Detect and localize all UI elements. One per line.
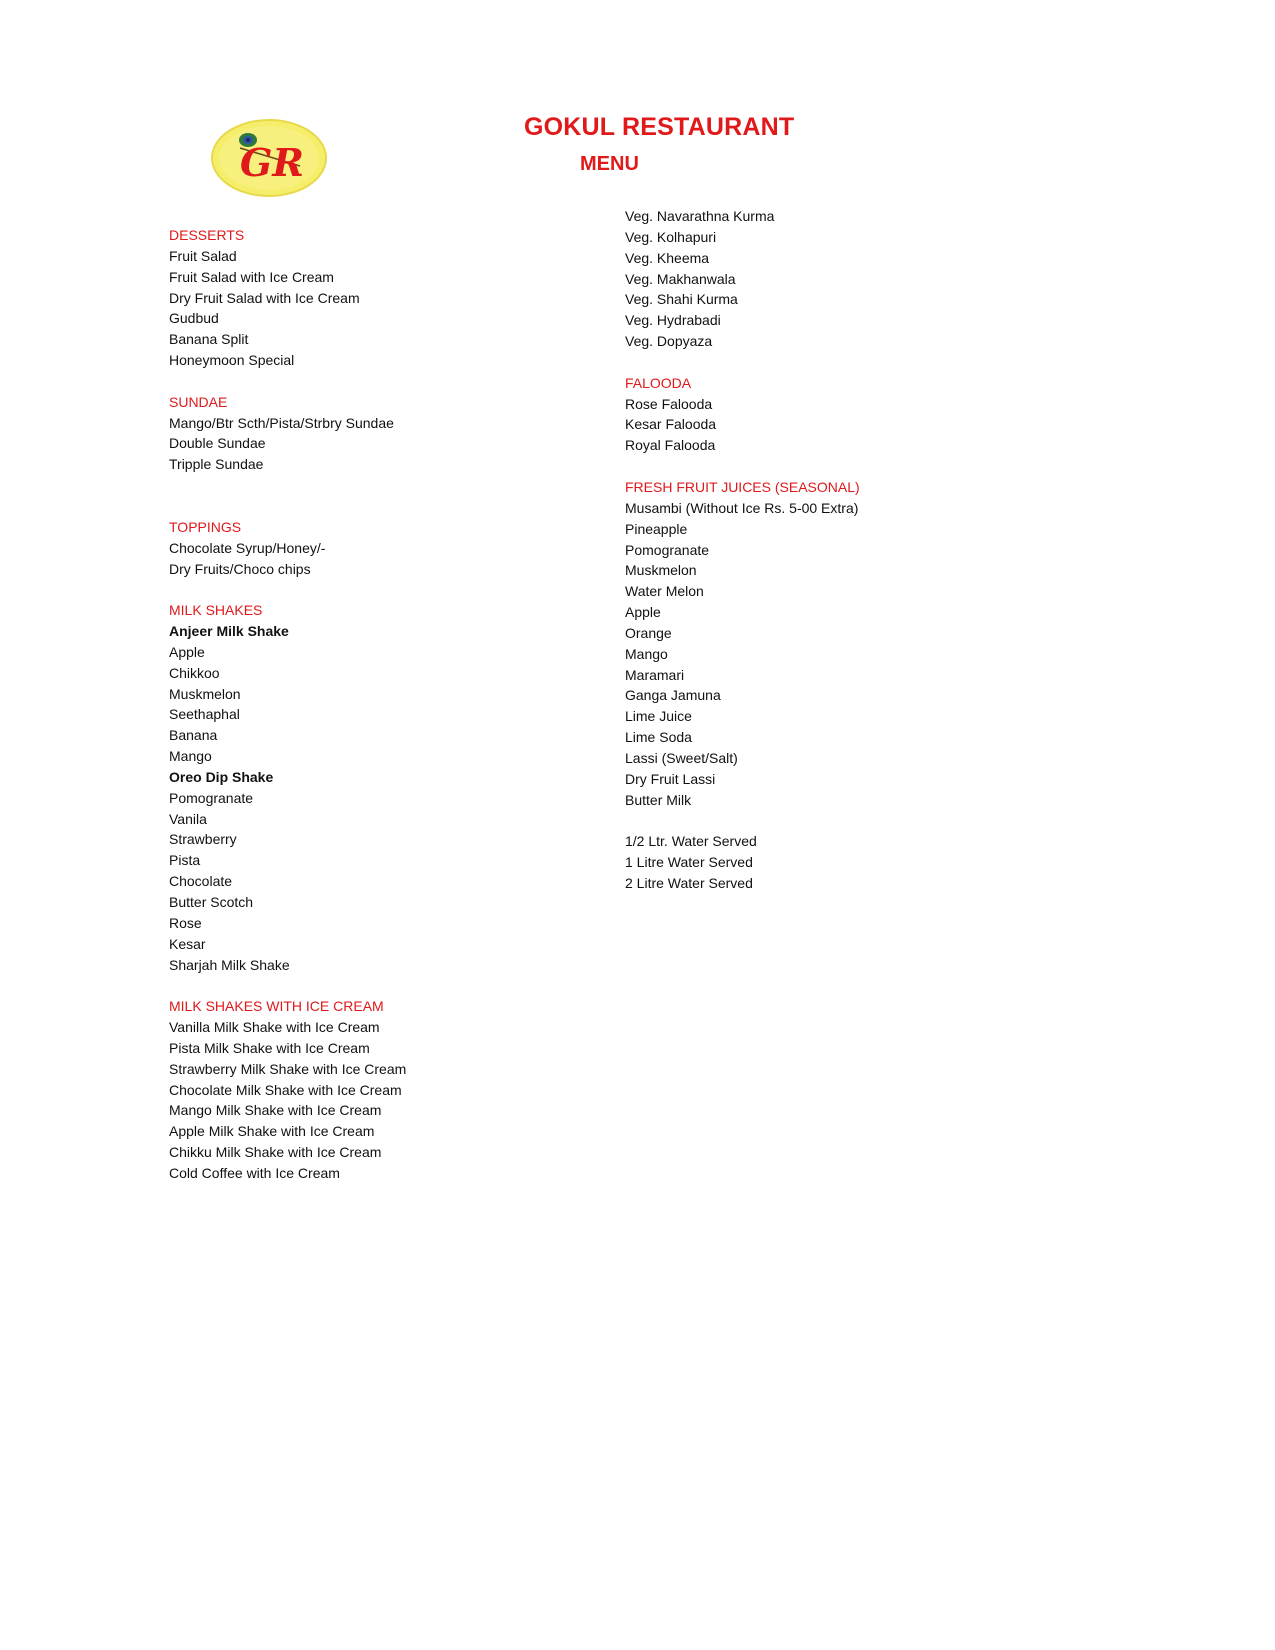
menu-item: Dry Fruits/Choco chips bbox=[169, 560, 311, 577]
spacer bbox=[169, 975, 406, 996]
menu-item: Chikku Milk Shake with Ice Cream bbox=[169, 1144, 382, 1161]
menu-item: Strawberry Milk Shake with Ice Cream bbox=[169, 1060, 407, 1077]
menu-item: Orange bbox=[625, 624, 672, 641]
menu-item: 1/2 Ltr. Water Served bbox=[625, 833, 757, 850]
menu-item: Ganga Jamuna bbox=[625, 687, 721, 704]
menu-item: Lassi (Sweet/Salt) bbox=[625, 749, 738, 766]
menu-item: Pista Milk Shake with Ice Cream bbox=[169, 1039, 370, 1056]
logo-monogram: GR bbox=[239, 140, 305, 185]
spacer bbox=[625, 456, 860, 477]
menu-item: Lime Juice bbox=[625, 708, 692, 725]
menu-item: Water Melon bbox=[625, 583, 704, 600]
spacer bbox=[169, 579, 406, 600]
section-heading: DESSERTS bbox=[169, 227, 245, 243]
menu-item: Seethaphal bbox=[169, 706, 240, 723]
menu-item: Mango/Btr Scth/Pista/Strbry Sundae bbox=[169, 414, 394, 431]
menu-item: Butter Scotch bbox=[169, 894, 254, 910]
menu-item: Sharjah Milk Shake bbox=[169, 956, 290, 973]
menu-item: Veg. Dopyaza bbox=[625, 333, 713, 350]
spacer bbox=[169, 371, 406, 392]
menu-item: Dry Fruit Salad with Ice Cream bbox=[169, 289, 360, 306]
menu-item: Veg. Makhanwala bbox=[625, 270, 736, 287]
menu-item: Veg. Shahi Kurma bbox=[625, 291, 738, 308]
menu-item: Muskmelon bbox=[169, 685, 241, 702]
menu-item: Fruit Salad bbox=[169, 247, 237, 264]
menu-item: Veg. Kheema bbox=[625, 249, 710, 266]
menu-item: Rose bbox=[169, 914, 202, 931]
section-heading: FRESH FRUIT JUICES (SEASONAL) bbox=[625, 478, 860, 495]
menu-item: Oreo Dip Shake bbox=[169, 768, 274, 785]
menu-item: Gudbud bbox=[169, 310, 219, 327]
menu-item: Maramari bbox=[625, 666, 685, 683]
menu-item: Chocolate Syrup/Honey/- bbox=[169, 539, 326, 556]
menu-item: Butter Milk bbox=[625, 791, 692, 808]
spacer bbox=[169, 496, 406, 517]
menu-item: Pomogranate bbox=[169, 789, 254, 806]
section-heading: MILK SHAKES WITH ICE CREAM bbox=[169, 998, 384, 1015]
section-heading: MILK SHAKES bbox=[169, 602, 263, 619]
menu-item: Cold Coffee with Ice Cream bbox=[169, 1164, 340, 1181]
menu-item: Muskmelon bbox=[625, 562, 697, 579]
menu-item: Strawberry bbox=[169, 831, 237, 848]
menu-item: Anjeer Milk Shake bbox=[169, 623, 289, 640]
menu-item: Fruit Salad with Ice Cream bbox=[169, 268, 334, 285]
menu-item: Apple Milk Shake with Ice Cream bbox=[169, 1123, 375, 1140]
menu-item: Mango bbox=[169, 748, 212, 765]
section-heading: FALOODA bbox=[625, 374, 692, 391]
menu-item: Royal Falooda bbox=[625, 437, 716, 454]
menu-item: Kesar bbox=[169, 935, 206, 952]
menu-item: Musambi (Without Ice Rs. 5-00 Extra) bbox=[625, 499, 859, 516]
menu-column-left bbox=[169, 225, 406, 1184]
menu-item: Banana bbox=[169, 727, 218, 744]
menu-item: Pista bbox=[169, 852, 201, 869]
menu-column-right bbox=[625, 206, 860, 894]
menu-subtitle: MENU bbox=[580, 153, 639, 175]
menu-item: Mango Milk Shake with Ice Cream bbox=[169, 1102, 382, 1119]
spacer bbox=[169, 475, 406, 496]
menu-item: Kesar Falooda bbox=[625, 416, 717, 433]
restaurant-title: GOKUL RESTAURANT bbox=[524, 113, 795, 141]
menu-item: Vanila bbox=[169, 810, 207, 827]
menu-item: Tripple Sundae bbox=[169, 456, 264, 473]
menu-item: Banana Split bbox=[169, 331, 249, 348]
menu-item: Chocolate bbox=[169, 873, 233, 890]
section-heading: TOPPINGS bbox=[169, 518, 242, 535]
menu-item: Vanilla Milk Shake with Ice Cream bbox=[169, 1019, 380, 1036]
menu-item: Double Sundae bbox=[169, 435, 266, 452]
spacer bbox=[625, 810, 860, 831]
menu-item: Chocolate Milk Shake with Ice Cream bbox=[169, 1081, 402, 1098]
menu-item: Apple bbox=[625, 604, 661, 621]
menu-item: Pomogranate bbox=[625, 541, 710, 558]
menu-item: Veg. Navarathna Kurma bbox=[625, 208, 775, 224]
menu-item: Pineapple bbox=[625, 520, 688, 537]
menu-item: Mango bbox=[625, 645, 668, 662]
menu-item: Apple bbox=[169, 643, 205, 660]
menu-item: Lime Soda bbox=[625, 729, 692, 746]
menu-item: Chikkoo bbox=[169, 664, 220, 681]
menu-item: Rose Falooda bbox=[625, 395, 713, 412]
menu-item: 2 Litre Water Served bbox=[625, 875, 753, 891]
spacer bbox=[625, 352, 860, 373]
restaurant-logo bbox=[210, 118, 328, 198]
menu-item: Veg. Kolhapuri bbox=[625, 228, 717, 245]
menu-item: Honeymoon Special bbox=[169, 352, 295, 369]
menu-item: Dry Fruit Lassi bbox=[625, 770, 716, 787]
section-heading: SUNDAE bbox=[169, 393, 228, 410]
menu-item: 1 Litre Water Served bbox=[625, 854, 753, 871]
menu-item: Veg. Hydrabadi bbox=[625, 312, 721, 329]
